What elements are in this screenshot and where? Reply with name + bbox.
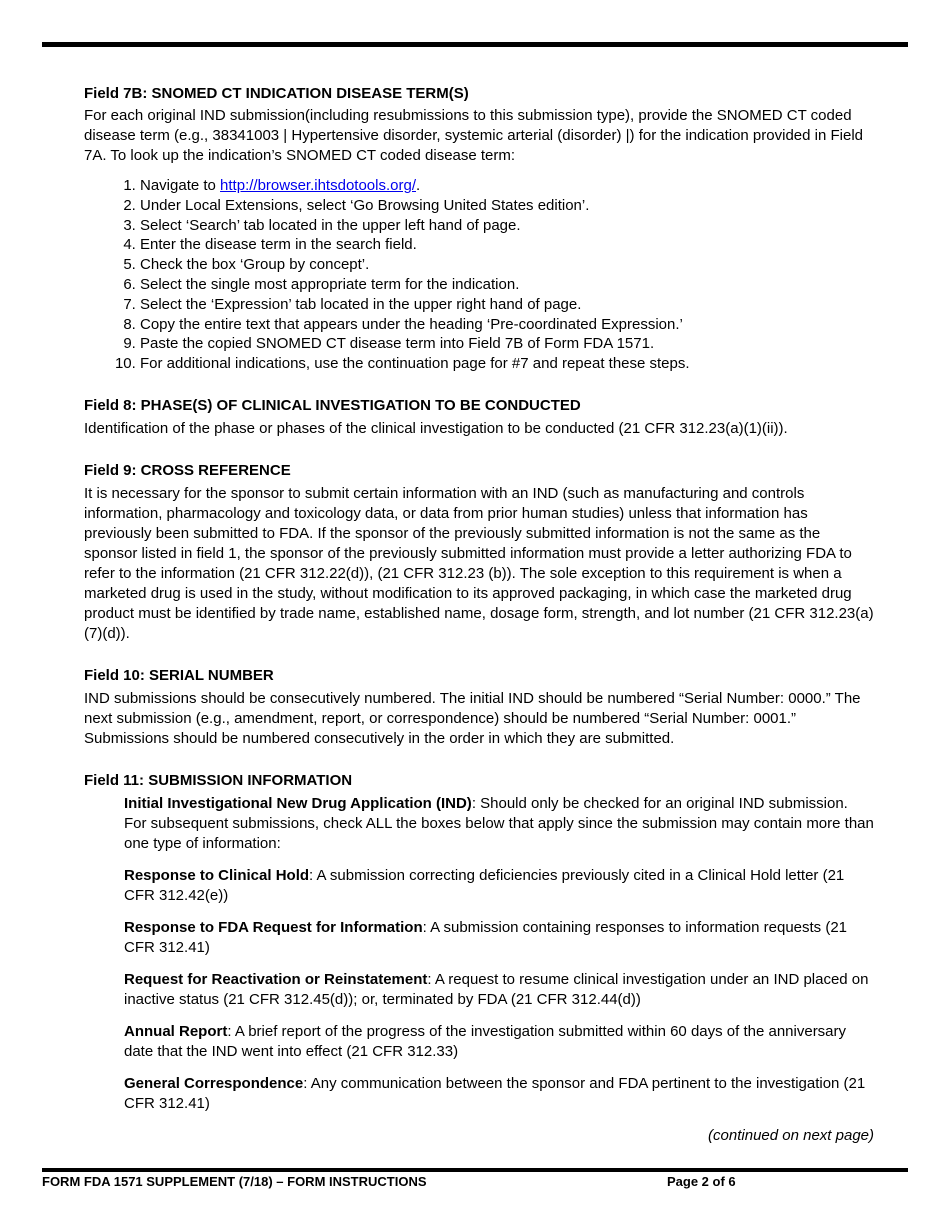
entry-desc: : A submission containing responses to information requests (21 CFR 312.41) bbox=[124, 918, 848, 956]
list-item: 5. Check the box ‘Group by concept’. bbox=[140, 255, 874, 275]
page-content bbox=[84, 84, 874, 1146]
field-9-text: It is necessary for the sponsor to submit certain information with an IND (such as manufacturing and controls information, pharmacology and toxicology data, or data from prior human studies) unless that information has previously been submitted to FDA. If the sponsor of the previously submitted information is not the same as the sponsor listed in field 1, the sponsor of the previously submitted information must provide a letter authorizing FDA to refer to the information (21 CFR 312.22(d)), (21 CFR 312.23 (b)). The sole exception to this requirement is when a marketed drug is used in the study, without modification to its approved packaging, in which case the marketed drug product must be identified by trade name, established name, dosage form, strength, and lot number (21 CFR 312.23(a)(7)(d)). bbox=[84, 484, 874, 642]
list-item bbox=[124, 1074, 874, 1114]
field-9-title: Field 9: CROSS REFERENCE bbox=[84, 461, 291, 479]
submission-types-list bbox=[124, 794, 874, 1114]
snomed-browser-link[interactable]: http://browser.ihtsdotools.org/ bbox=[220, 177, 416, 194]
bottom-rule bbox=[42, 1168, 908, 1172]
list-item bbox=[124, 1022, 874, 1062]
step-1-prefix: Navigate to bbox=[140, 177, 221, 194]
entry-desc: : A brief report of the progress of the investigation submitted within 60 days of the anniversary date that the IND went into effect (21 CFR 312.33) bbox=[124, 1022, 847, 1060]
list-item: 9. Paste the copied SNOMED CT disease term into Field 7B of Form FDA 1571. bbox=[140, 334, 874, 354]
entry-term: Response to FDA Request for Information bbox=[124, 918, 423, 936]
list-item: 2. Under Local Extensions, select ‘Go Browsing United States edition’. bbox=[140, 196, 874, 216]
field-10-text: IND submissions should be consecutively numbered. The initial IND should be numbered “Serial Number: 0000.” The next submission (e.g., amendment, report, or correspondence) should be numbered “Serial Number: 0001.” Submissions should be numbered consecutively in the order in which they are submitted. bbox=[84, 689, 861, 747]
list-item bbox=[124, 970, 874, 1010]
list-item: 3. Select ‘Search’ tab located in the upper left hand of page. bbox=[140, 216, 874, 236]
list-item: 7. Select the ‘Expression’ tab located in the upper right hand of page. bbox=[140, 295, 874, 315]
top-rule bbox=[42, 42, 908, 47]
field-10-title: Field 10: SERIAL NUMBER bbox=[84, 666, 274, 684]
field-8-section bbox=[84, 396, 874, 439]
field-11-title: Field 11: SUBMISSION INFORMATION bbox=[84, 771, 353, 789]
continued-note: (continued on next page) bbox=[708, 1126, 874, 1144]
entry-term: Annual Report bbox=[124, 1022, 228, 1040]
field-10-section bbox=[84, 666, 874, 749]
field-7b-section bbox=[84, 84, 874, 374]
footer-form-title: FORM FDA 1571 SUPPLEMENT (7/18) – FORM INSTRUCTIONS bbox=[42, 1174, 427, 1189]
entry-term: Initial Investigational New Drug Application (IND) bbox=[124, 794, 472, 812]
field-9-section bbox=[84, 461, 874, 644]
footer-page-number: Page 2 of 6 bbox=[667, 1174, 736, 1189]
list-item bbox=[124, 794, 874, 854]
snomed-steps-list bbox=[84, 176, 874, 374]
list-item: 4. Enter the disease term in the search field. bbox=[140, 235, 874, 255]
list-item: 10. For additional indications, use the continuation page for #7 and repeat these steps. bbox=[140, 354, 874, 374]
field-8-text: Identification of the phase or phases of the clinical investigation to be conducted (21 CFR 312.23(a)(1)(ii)). bbox=[84, 419, 788, 437]
step-1-suffix: . bbox=[415, 177, 421, 194]
entry-desc: : A request to resume clinical investigation under an IND placed on inactive status (21 CFR 312.45(d)); or, terminated by FDA (21 CFR 312.44(d)) bbox=[124, 970, 869, 1008]
entry-term: General Correspondence bbox=[124, 1074, 304, 1092]
list-item: 8. Copy the entire text that appears under the heading ‘Pre-coordinated Expression.’ bbox=[140, 315, 874, 335]
list-item bbox=[124, 918, 874, 958]
field-11-section bbox=[84, 771, 874, 1114]
entry-term: Response to Clinical Hold bbox=[124, 866, 310, 884]
field-8-title: Field 8: PHASE(S) OF CLINICAL INVESTIGATION TO BE CONDUCTED bbox=[84, 396, 581, 414]
entry-desc: : A submission correcting deficiencies previously cited in a Clinical Hold letter (21 CFR 312.42(e)) bbox=[124, 866, 845, 904]
list-item: 6. Select the single most appropriate term for the indication. bbox=[140, 275, 874, 295]
field-7b-title: Field 7B: SNOMED CT INDICATION DISEASE TERM(S) bbox=[84, 85, 469, 102]
entry-term: Request for Reactivation or Reinstatement bbox=[124, 970, 428, 988]
list-item bbox=[124, 866, 874, 906]
list-item bbox=[140, 176, 874, 196]
field-7b-intro: For each original IND submission(including resubmissions to this submission type), provide the SNOMED CT coded disease term (e.g., 38341003 | Hypertensive disorder, systemic arterial (disorder) |) for the indication provided in Field 7A. To look up the indication’s SNOMED CT coded disease term: bbox=[84, 107, 863, 164]
entry-desc: : Should only be checked for an original IND submission. For subsequent submissions, check ALL the boxes below that apply since the submission may contain more than one type of information: bbox=[124, 794, 874, 852]
entry-desc: : Any communication between the sponsor and FDA pertinent to the investigation (21 CFR 312.41) bbox=[124, 1074, 866, 1112]
